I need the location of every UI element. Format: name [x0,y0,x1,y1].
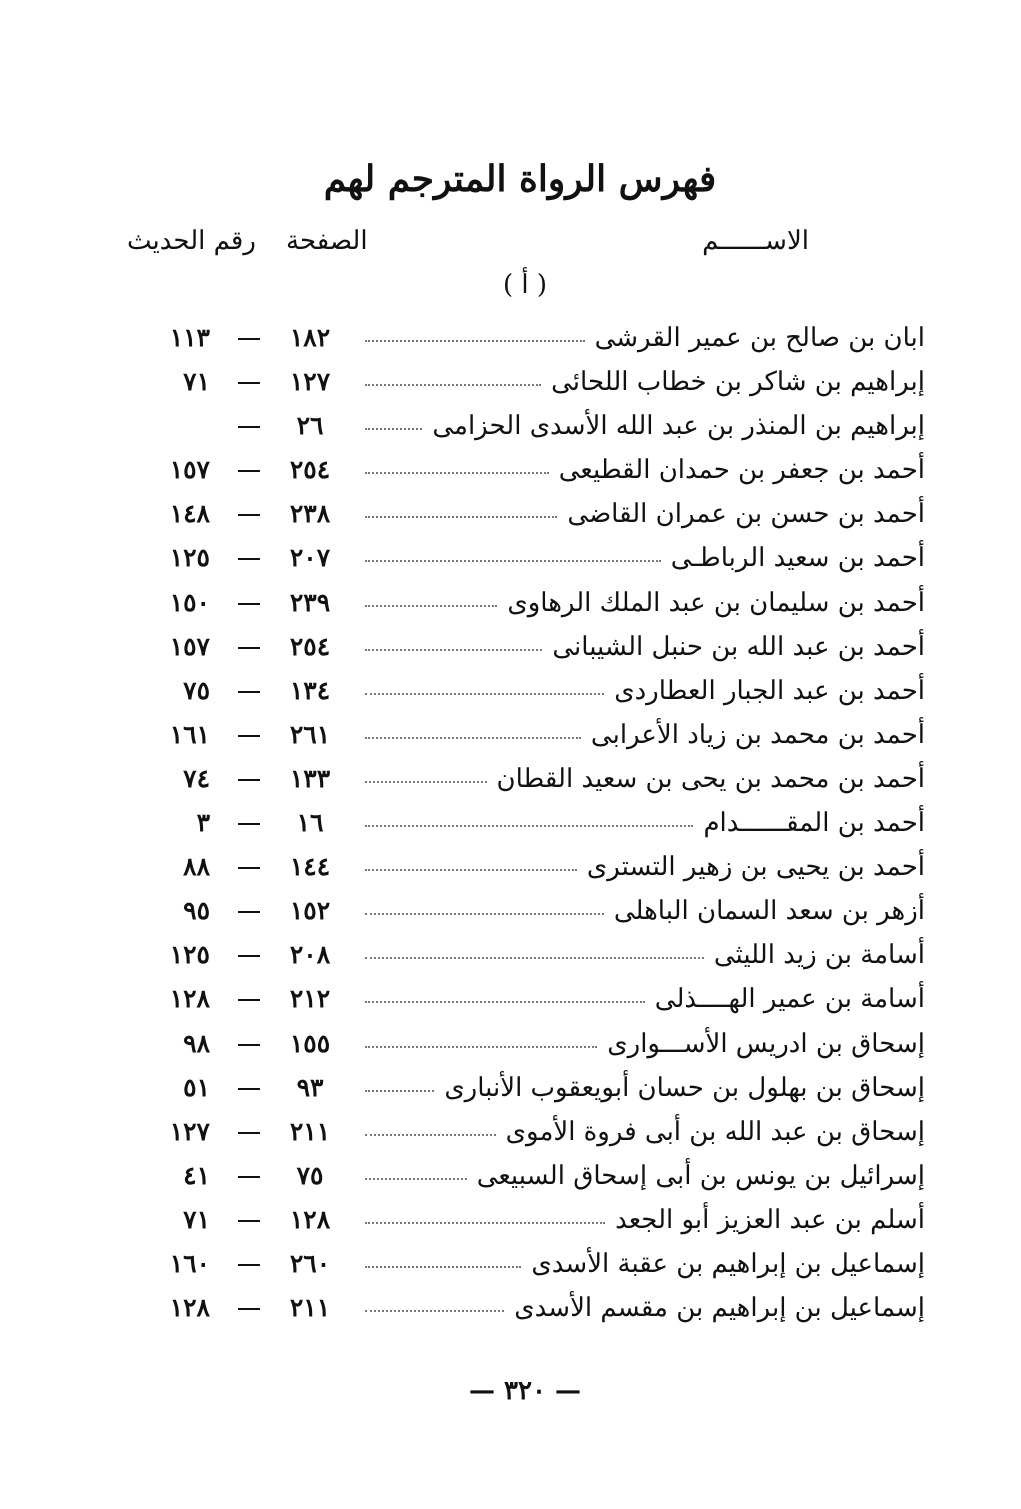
narrator-name-cell [365,852,925,882]
separator-dash [238,470,260,472]
list-item [0,936,1021,980]
narrators-list [0,319,1021,1333]
hadith-number: ١٦٠ [169,1248,210,1278]
narrator-name: إسماعيل بن إبراهيم بن مقسم الأسدى [514,1293,925,1324]
list-item [0,539,1021,583]
separator-dash [238,779,260,781]
page-ref: ٢٠٨ [289,940,331,970]
dotted-leader [365,1265,521,1268]
page-ref: ٢٦ [296,411,324,441]
narrator-name: أحمد بن المقــــــدام [703,808,925,839]
narrator-name: أحمد بن جعفر بن حمدان القطيعى [558,455,925,486]
separator-dash [238,867,260,869]
column-header-page: الصفحة [286,226,368,256]
narrator-name: أحمد بن سعيد الرباطـى [670,543,925,574]
page-ref: ١٢٧ [289,367,331,397]
list-item [0,1113,1021,1157]
narrator-name-cell [365,764,925,794]
list-item [0,1245,1021,1289]
list-item [0,672,1021,716]
hadith-number: ٧١ [183,1204,210,1234]
list-item [0,804,1021,848]
dotted-leader [365,383,541,386]
separator-dash [238,823,260,825]
narrator-name: إسحاق بن عبد الله بن أبى فروة الأموى [505,1116,925,1147]
separator-dash [238,1264,260,1266]
separator-dash [238,735,260,737]
dotted-leader [365,956,704,959]
narrator-name: أحمد بن محمد بن زياد الأعرابى [590,719,925,750]
hadith-number: ١٢٥ [169,543,210,573]
narrator-name-cell [365,411,925,441]
list-item [0,716,1021,760]
hadith-number: ٣ [196,808,210,838]
narrator-name-cell [365,323,925,353]
narrator-name: أسامة بن عمير الهــــذلى [654,984,925,1015]
narrator-name-cell [365,896,925,926]
hadith-number: ١٥٠ [169,587,210,617]
narrator-name-cell [365,1073,925,1103]
separator-dash [238,647,260,649]
dotted-leader [365,1133,496,1136]
page-ref: ٢٠٧ [289,543,331,573]
separator-dash [238,691,260,693]
narrator-name-cell [365,1117,925,1147]
column-header-name: الاســــــم [702,226,809,256]
dotted-leader [365,736,581,739]
list-item [0,628,1021,672]
narrator-name: أحمد بن يحيى بن زهير التسترى [586,852,925,883]
dotted-leader [365,471,549,474]
page-title: فهرس الرواة المترجم لهم [323,158,717,200]
hadith-number: ١٢٥ [169,940,210,970]
dotted-leader [365,912,604,915]
separator-dash [238,1088,260,1090]
hadith-number: ٩٨ [183,1028,210,1058]
narrator-name: إسماعيل بن إبراهيم بن عقبة الأسدى [531,1248,925,1279]
page-ref: ٢٥٤ [289,455,331,485]
dotted-leader [365,1221,605,1224]
narrator-name: أزهر بن سعد السمان الباهلى [613,896,925,927]
page-ref: ١٣٣ [289,763,331,793]
narrator-name: أحمد بن حسن بن عمران القاضى [567,499,925,530]
dotted-leader [365,1000,645,1003]
page-ref: ٩٣ [296,1072,324,1102]
narrator-name: أسامة بن زيد الليثى [713,940,925,971]
dotted-leader [365,515,557,518]
separator-dash [238,338,260,340]
list-item [0,980,1021,1024]
hadith-number: ٧١ [183,367,210,397]
hadith-number: ٧٥ [183,675,210,705]
hadith-number: ١٥٧ [169,631,210,661]
narrator-name: ابان بن صالح بن عمير القرشى [594,323,925,353]
page-ref: ٢١٢ [289,984,331,1014]
hadith-number: ١١٣ [169,323,210,352]
separator-dash [238,1176,260,1178]
narrator-name-cell [365,367,925,397]
page-ref: ١٣٤ [289,675,331,705]
list-item [0,760,1021,804]
list-item [0,892,1021,936]
list-item [0,848,1021,892]
hadith-number: ٩٥ [183,896,210,926]
page-ref: ٢٦١ [289,719,331,749]
narrator-name: أحمد بن سليمان بن عبد الملك الرهاوى [507,587,925,618]
hadith-number: ١٢٧ [169,1116,210,1146]
separator-dash [238,1132,260,1134]
hadith-number: ٧٤ [183,763,210,793]
page-ref: ١٤٤ [289,852,331,882]
narrator-name: إبراهيم بن المنذر بن عبد الله الأسدى الحزامى [432,411,925,442]
separator-dash [238,999,260,1001]
hadith-number: ٨٨ [183,852,210,882]
list-item [0,363,1021,407]
separator-dash [238,1220,260,1222]
dotted-leader [365,868,577,871]
narrator-name-cell [365,499,925,529]
hadith-number: ١٥٧ [169,455,210,485]
dotted-leader [365,339,585,342]
dotted-leader [365,559,661,562]
separator-dash [238,603,260,605]
narrator-name: أحمد بن عبد الله بن حنبل الشيبانى [552,631,925,662]
list-item [0,1201,1021,1245]
page-ref: ٧٥ [296,1160,324,1190]
dotted-leader [365,648,542,651]
page-number: — ٣٢٠ — [468,1376,582,1406]
page-ref: ٢٥٤ [289,631,331,661]
narrator-name-cell [365,940,925,970]
separator-dash [238,382,260,384]
separator-dash [238,514,260,516]
narrator-name: إسحاق بن ادريس الأســـوارى [607,1028,925,1059]
narrator-name-cell [365,455,925,485]
page-ref: ٢١١ [289,1116,331,1146]
narrator-name-cell [365,1205,925,1235]
dotted-leader [365,604,497,607]
section-letter: ( أ ) [502,270,548,300]
narrator-name-cell [365,984,925,1014]
narrator-name-cell [365,808,925,838]
list-item [0,1289,1021,1333]
dotted-leader [365,780,487,783]
narrator-name: إبراهيم بن شاكر بن خطاب اللحائى [551,367,925,398]
separator-dash [238,426,260,428]
dotted-leader [365,1177,467,1180]
column-header-hadith-number: رقم الحديث [127,226,256,256]
hadith-number: ١٢٨ [169,1293,210,1323]
list-item [0,584,1021,628]
narrator-name-cell [365,1249,925,1279]
narrator-name: إسرائيل بن يونس بن أبى إسحاق السبيعى [476,1160,925,1191]
narrator-name-cell [365,1161,925,1191]
page-ref: ٢٣٩ [289,587,331,617]
page-ref: ١٥٥ [289,1028,331,1058]
list-item [0,407,1021,451]
hadith-number: ١٤٨ [169,499,210,529]
page-ref: ١٨٢ [289,323,331,352]
dotted-leader [365,1089,434,1092]
narrator-name-cell [365,1293,925,1323]
dotted-leader [365,427,422,430]
list-item [0,1069,1021,1113]
narrator-name-cell [365,632,925,662]
narrator-name-cell [365,1029,925,1059]
hadith-number: ١٢٨ [169,984,210,1014]
page-ref: ١٢٨ [289,1204,331,1234]
list-item [0,1157,1021,1201]
list-item [0,451,1021,495]
separator-dash [238,1308,260,1310]
dotted-leader [365,692,604,695]
page-ref: ١٦ [296,808,324,838]
list-item [0,319,1021,363]
dotted-leader [365,1045,597,1048]
narrator-name-cell [365,543,925,573]
separator-dash [238,558,260,560]
separator-dash [238,955,260,957]
page-ref: ٢١١ [289,1293,331,1323]
list-item [0,1025,1021,1069]
page-ref: ٢٣٨ [289,499,331,529]
narrator-name: أحمد بن عبد الجبار العطاردى [614,675,925,706]
dotted-leader [365,1309,504,1312]
narrator-name: إسحاق بن بهلول بن حسان أبويعقوب الأنبارى [444,1072,925,1103]
list-item [0,495,1021,539]
narrator-name-cell [365,676,925,706]
narrator-name: أسلم بن عبد العزيز أبو الجعد [615,1204,925,1235]
separator-dash [238,911,260,913]
separator-dash [238,1044,260,1046]
page-ref: ٢٦٠ [289,1248,331,1278]
hadith-number: ٤١ [183,1160,210,1190]
narrator-name-cell [365,588,925,618]
narrator-name: أحمد بن محمد بن يحى بن سعيد القطان [496,763,925,794]
hadith-number: ٥١ [183,1072,210,1102]
narrator-name-cell [365,720,925,750]
dotted-leader [365,824,693,827]
page-ref: ١٥٢ [289,896,331,926]
hadith-number: ١٦١ [169,719,210,749]
